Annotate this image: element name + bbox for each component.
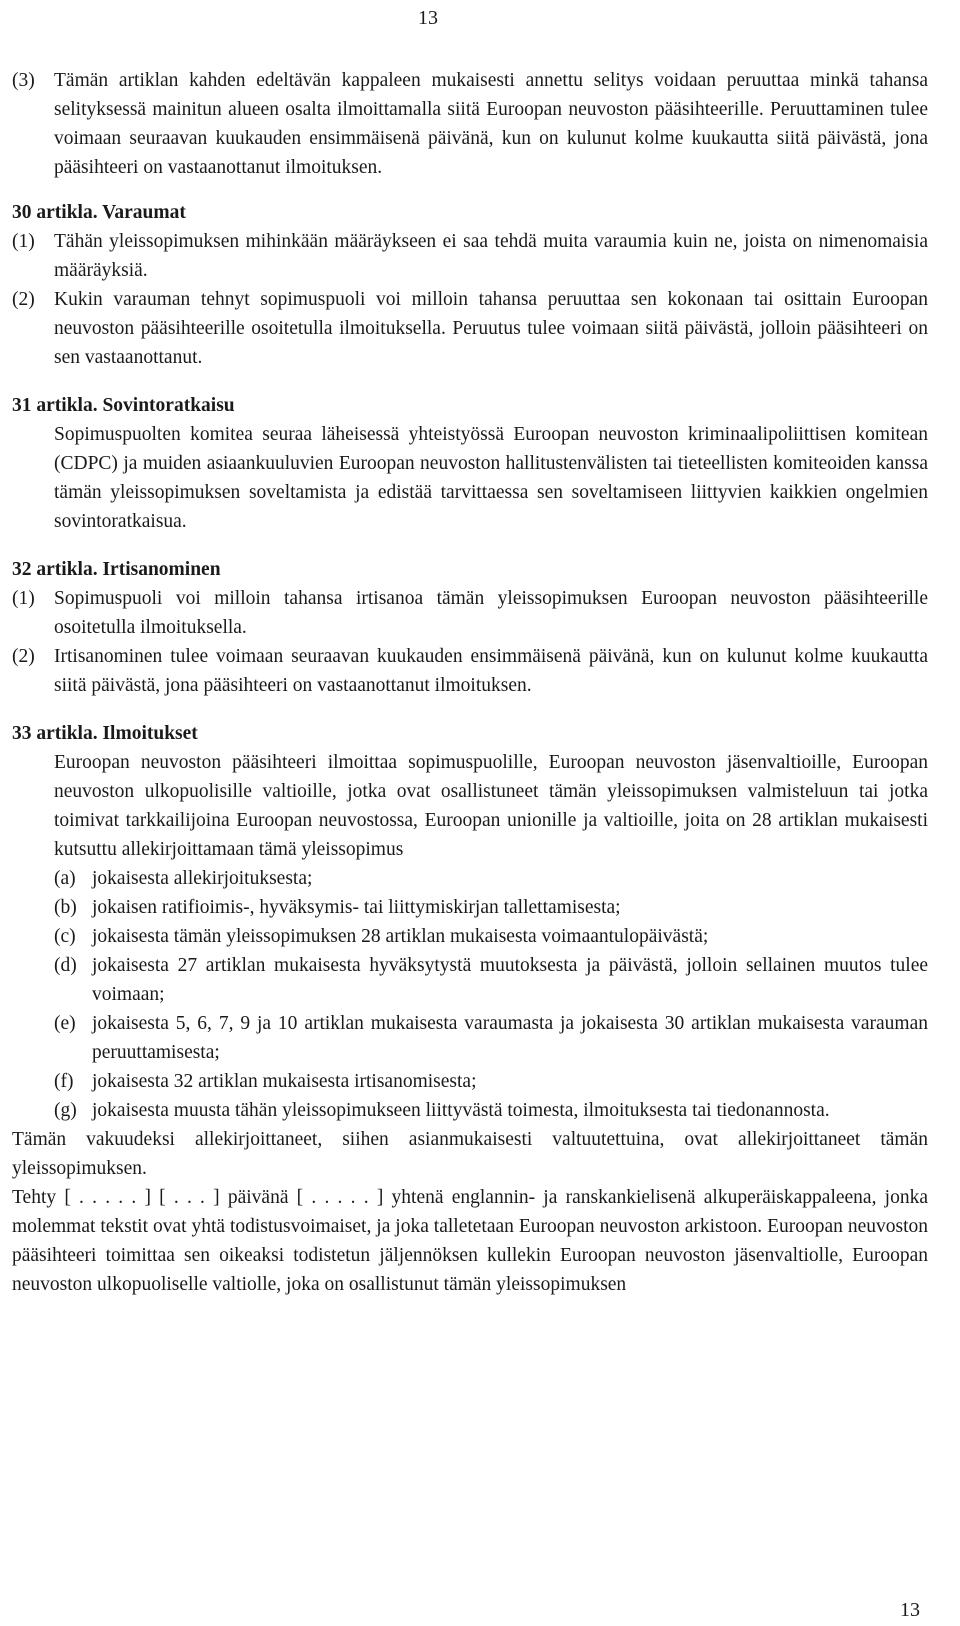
list-item-letter: (c): [54, 926, 76, 947]
article-32-paragraph-2: [12, 642, 928, 700]
list-item-letter: (a): [54, 868, 76, 889]
article-32-paragraph-1: [12, 584, 928, 642]
list-item-letter: (b): [54, 897, 77, 918]
paragraph-number: (3): [12, 70, 35, 91]
paragraph-number: (1): [12, 588, 35, 609]
list-item: [12, 1096, 928, 1125]
page-number-bottom: 13: [900, 1599, 920, 1621]
closing-paragraph: Tämän vakuudeksi allekirjoittaneet, siihen asianmukaisesti valtuutettuina, ovat allekirjoittaneet tämän yleissopimuksen.: [12, 1129, 928, 1179]
article-30-paragraph-1: [12, 227, 928, 285]
closing-paragraph: Tehty [ . . . . . ] [ . . . ] päivänä [ . . . . . ] yhtenä englannin- ja ranskankielisenä alkuperäiskappaleena, jonka molemmat tekstit ovat yhtä todistusvoimaiset, ja joka talletetaan Euroopan neuvoston arkistoon. Euroopan neuvoston pääsihteeri toimittaa sen oikeaksi todistetun jäljennöksen kullekin Euroopan neuvoston jäsenvaltiolle, Euroopan neuvoston ulkopuoliselle valtiolle, joka on osallistunut tämän yleissopimuksen: [12, 1187, 928, 1295]
list-item: [12, 893, 928, 922]
list-item-letter: (g): [54, 1100, 77, 1121]
list-item-letter: (e): [54, 1013, 76, 1034]
list-item: [12, 922, 928, 951]
list-item-text: jokaisesta 27 artiklan mukaisesta hyväksytystä muutoksesta ja päivästä, jolloin sellainen muutos tulee voimaan;: [92, 955, 928, 1005]
article-30-paragraph-2: [12, 285, 928, 372]
list-item: [12, 1009, 928, 1067]
list-item: [12, 1067, 928, 1096]
paragraph-number: (1): [12, 231, 35, 252]
article-30-heading: 30 artikla. Varaumat: [12, 202, 186, 223]
list-item-text: jokaisesta allekirjoituksesta;: [92, 868, 313, 889]
paragraph-number: (2): [12, 646, 35, 667]
paragraph-text: Sopimuspuoli voi milloin tahansa irtisanoa tämän yleissopimuksen Euroopan neuvoston pääsihteerille osoitetulla ilmoituksella.: [54, 588, 928, 638]
article-29-paragraph-3: [12, 66, 928, 182]
paragraph-text: Kukin varauman tehnyt sopimuspuoli voi milloin tahansa peruuttaa sen kokonaan tai osittain Euroopan neuvoston pääsihteerille osoitetulla ilmoituksella. Peruutus tulee voimaan siitä päivästä, jolloin pääsihteeri on sen vastaanottanut.: [54, 289, 928, 368]
list-item-letter: (d): [54, 955, 77, 976]
paragraph-text: Tämän artiklan kahden edeltävän kappaleen mukaisesti annettu selitys voidaan peruuttaa minkä tahansa selityksessä mainitun alueen osalta ilmoittamalla siitä Euroopan neuvoston pääsihteerille. Peruuttaminen tulee voimaan seuraavan kuukauden ensimmäisenä päivänä, kun on kulunut kolme kuukautta siitä päivästä, jona pääsihteeri on vastaanottanut ilmoituksen.: [54, 70, 928, 178]
list-item: [12, 951, 928, 1009]
list-item-letter: (f): [54, 1071, 74, 1092]
article-31-text: Sopimuspuolten komitea seuraa läheisessä yhteistyössä Euroopan neuvoston kriminaalipoliittisen komitean (CDPC) ja muiden asiaankuuluvien Euroopan neuvoston hallitustenvälisten tai tieteellisten komiteoiden kanssa tämän yleissopimuksen soveltamista ja edistää tarvittaessa sen soveltamiseen liittyvien kaikkien ongelmien sovintoratkaisua.: [54, 424, 928, 532]
article-31-heading: 31 artikla. Sovintoratkaisu: [12, 395, 235, 416]
document-body: [12, 66, 928, 1299]
paragraph-number: (2): [12, 289, 35, 310]
article-33-intro: Euroopan neuvoston pääsihteeri ilmoittaa sopimuspuolille, Euroopan neuvoston jäsenvaltioille, Euroopan neuvoston ulkopuolisille valtioille, jotka ovat osallistuneet tämän yleissopimuksen valmisteluun tai jotka toimivat tarkkailijoina Euroopan neuvostossa, Euroopan unionille ja valtioille, joita on 28 artiklan mukaisesti kutsuttu allekirjoittamaan tämä yleissopimus: [54, 752, 928, 860]
article-33-heading: 33 artikla. Ilmoitukset: [12, 723, 198, 744]
list-item-text: jokaisesta 5, 6, 7, 9 ja 10 artiklan mukaisesta varaumasta ja jokaisesta 30 artiklan mukaisesta varauman peruuttamisesta;: [92, 1013, 928, 1063]
paragraph-text: Tähän yleissopimuksen mihinkään määräykseen ei saa tehdä muita varaumia kuin ne, joista on nimenomaisia määräyksiä.: [54, 231, 928, 281]
list-item-text: jokaisesta muusta tähän yleissopimukseen liittyvästä toimesta, ilmoituksesta tai tiedonannosta.: [92, 1100, 830, 1121]
list-item-text: jokaisen ratifioimis-, hyväksymis- tai liittymiskirjan tallettamisesta;: [92, 897, 621, 918]
list-item-text: jokaisesta tämän yleissopimuksen 28 artiklan mukaisesta voimaantulopäivästä;: [92, 926, 709, 947]
page-number-top: 13: [418, 7, 438, 29]
list-item-text: jokaisesta 32 artiklan mukaisesta irtisanomisesta;: [92, 1071, 477, 1092]
paragraph-text: Irtisanominen tulee voimaan seuraavan kuukauden ensimmäisenä päivänä, kun on kulunut kolme kuukautta siitä päivästä, jona pääsihteeri on vastaanottanut ilmoituksen.: [54, 646, 928, 696]
list-item: [12, 864, 928, 893]
article-32-heading: 32 artikla. Irtisanominen: [12, 559, 221, 580]
